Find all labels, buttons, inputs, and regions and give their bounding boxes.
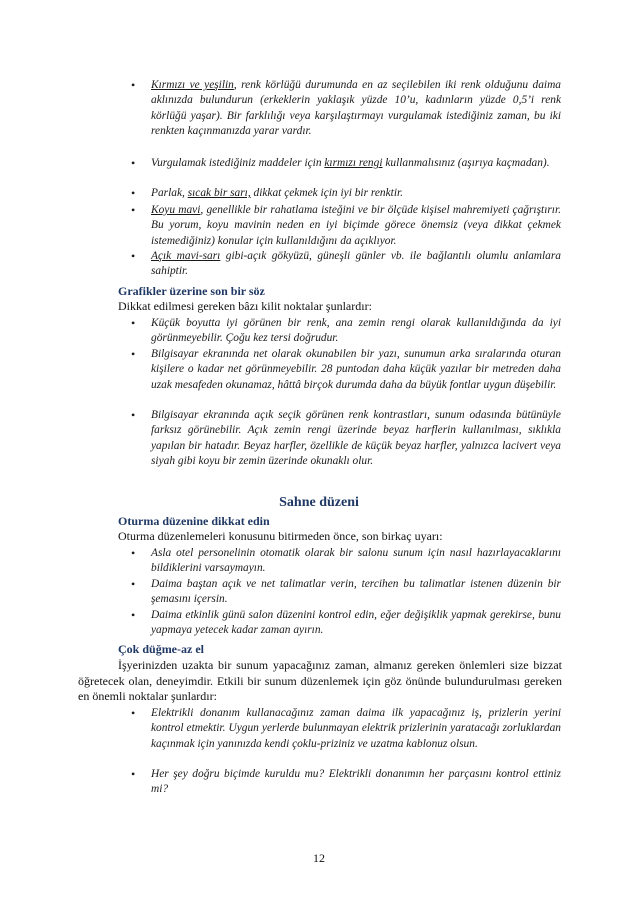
bullet-icon: • <box>131 78 136 92</box>
bullet-icon: • <box>131 249 136 263</box>
list-item-text: Parlak, <box>151 187 188 199</box>
section-heading: Grafikler üzerine son bir söz <box>118 284 265 298</box>
list-item <box>131 408 561 470</box>
list-item-text: gibi-açık gökyüzü, güneşli günler vb. ile bağlantılı olumlu anlamlara sahiptir. <box>151 250 561 278</box>
list-item-text: , renk körlüğü durumunda en az seçilebilen iki renk olduğunu daima aklınızda bulundurun (erkeklerin yaklaşık yüzde 10’u, kadınların yüzde 0,5’i renk körlüğü yaşar). Bir farklılığı veya karşılaştırmayı vurgulamak istediğiniz zaman, bu iki renkten kaçınmanızda yarar vardır. <box>151 79 561 138</box>
list-item <box>131 767 561 798</box>
bullet-icon: • <box>131 767 136 781</box>
list-item-text: Daima etkinlik günü salon düzenini kontrol edin, eğer değişiklik yapmak gerekirse, bunu yapmaya yetecek kadar zaman ayırın. <box>151 609 561 637</box>
list-item <box>131 546 561 577</box>
section-heading: Oturma düzenine dikkat edin <box>118 514 270 528</box>
bullet-icon: • <box>131 546 136 560</box>
list-item-text: dikkat çekmek için iyi bir renktir. <box>250 187 404 199</box>
bullet-icon: • <box>131 408 136 422</box>
list-item <box>131 249 561 280</box>
list-item <box>131 78 561 140</box>
list-item <box>131 186 561 201</box>
bullet-icon: • <box>131 316 136 330</box>
bullet-icon: • <box>131 203 136 217</box>
emphasis-term: sıcak bir sarı, <box>187 187 251 199</box>
bullet-icon: • <box>131 156 136 170</box>
section-title: Sahne düzeni <box>279 495 359 510</box>
list-item <box>131 706 561 752</box>
emphasis-term: Koyu mavi <box>151 204 201 216</box>
paragraph: İşyerinizden uzakta bir sunum yapacağınız zaman, almanız gereken önlemleri size bizzat öğretecek olan, deneyimdir. Etkili bir sunum düzenlemek için göz önünde bulundurulması gereken en önemli noktalar şunlardır: <box>78 658 562 703</box>
section-intro: Dikkat edilmesi gereken bâzı kilit noktalar şunlardır: <box>118 299 372 313</box>
list-item <box>131 577 561 608</box>
list-item-text: Asla otel personelinin otomatik olarak bir salonu sunum için nasıl hazırlayacaklarını bildiklerini varsaymayın. <box>151 547 561 575</box>
bullet-icon: • <box>131 706 136 720</box>
bullet-icon: • <box>131 347 136 361</box>
list-item-text: Her şey doğru biçimde kuruldu mu? Elektrikli donanımın her parçasını kontrol ettiniz mi? <box>151 768 561 796</box>
list-item <box>131 608 561 639</box>
list-item-text: Bilgisayar ekranında net olarak okunabilen bir yazı, sunumun arka sıralarında oturan kişilere o kadar net görünmeyebilir. 28 puntodan daha küçük yazılar bir metreden daha uzak mesafeden okunamaz, hâttâ birçok durumda daha da büyük fontlar uygun düşebilir. <box>151 348 561 391</box>
list-item <box>131 347 561 393</box>
list-item-text: Elektrikli donanım kullanacağınız zaman daima ilk yapacağınız iş, prizlerin yerini kontrol etmektir. Uygun yerlerde bulunmayan elektrik prizlerinin yaratacağı zorluklardan kaçınmak için yanınızda kendi çoklu-priziniz ve uzatma kablonuz olsun. <box>151 707 561 750</box>
list-item-text: , genellikle bir rahatlama isteğini ve bir ölçüde kişisel mahremiyeti çağrıştırır. Bu yorum, koyu mavinin neden en iyi biçimde görece önemsiz (veya dikkat çekmek istemediğiniz) konular için kullanıldığını da açıklıyor. <box>151 204 561 247</box>
list-item-text: Daima baştan açık ve net talimatlar verin, tercihen bu talimatlar istenen düzenin bir şemasını içersin. <box>151 578 561 606</box>
list-item <box>131 203 561 249</box>
list-item-text: Küçük boyutta iyi görünen bir renk, ana zemin rengi olarak kullanıldığında da iyi görünmeyebilir. Çoğu kez tersi doğrudur. <box>151 317 561 345</box>
list-item-text: kullanmalısınız (aşırıya kaçmadan). <box>382 157 550 169</box>
list-item <box>131 316 561 347</box>
list-item-text: Vurgulamak istediğiniz maddeler için <box>151 157 325 169</box>
page-number: 12 <box>313 851 325 865</box>
section-heading: Çok düğme-az el <box>118 642 204 656</box>
bullet-icon: • <box>131 608 136 622</box>
bullet-icon: • <box>131 577 136 591</box>
list-item <box>131 156 561 171</box>
list-item-text: Bilgisayar ekranında açık seçik görünen renk kontrastları, sunum odasında bütünüyle farksız görünebilir. Açık zemin rengi üzerinde beyaz harflerin kullanılması, sıklıkla yapılan bir hatadır. Beyaz harfler, özellikle de küçük beyaz harfler, yalnızca lacivert veya siyah gibi koyu bir zemin üzerinde okunaklı olur. <box>151 409 561 468</box>
emphasis-term: Açık mavi-sarı <box>151 250 221 262</box>
emphasis-term: kırmızı rengi <box>324 157 383 169</box>
emphasis-term: Kırmızı ve yeşilin <box>151 79 234 91</box>
section-intro: Oturma düzenlemeleri konusunu bitirmeden önce, son birkaç uyarı: <box>118 529 443 543</box>
bullet-icon: • <box>131 186 136 200</box>
